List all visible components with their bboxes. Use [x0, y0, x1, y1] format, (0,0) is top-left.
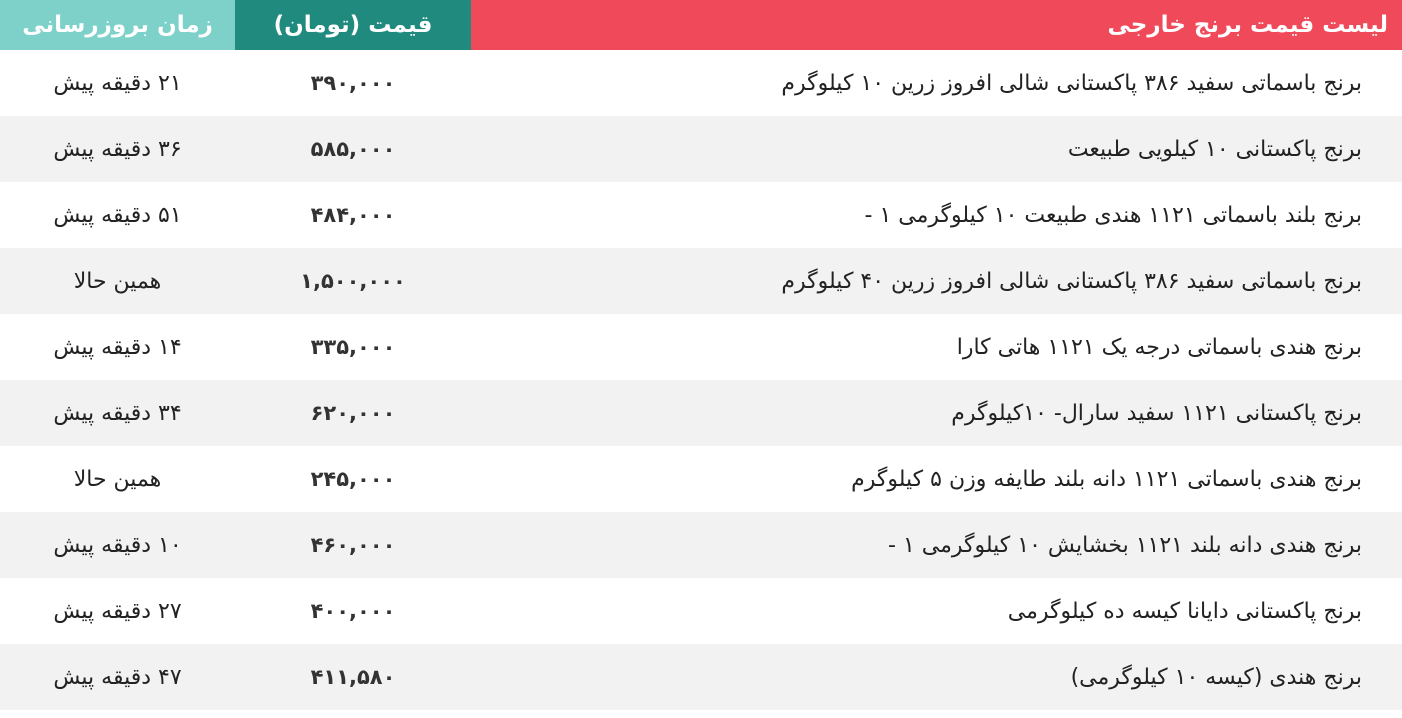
- product-name: برنج هندی باسماتی درجه یک ۱۱۲۱ هاتی کارا: [956, 334, 1362, 360]
- product-price: ۵۸۵,۰۰۰: [310, 137, 396, 161]
- product-price: ۴۸۴,۰۰۰: [310, 203, 396, 227]
- table-row: [0, 248, 1402, 314]
- product-name: برنج هندی (کیسه ۱۰ کیلوگرمی): [1070, 664, 1362, 690]
- update-time: همین حالا: [73, 466, 162, 492]
- product-name: برنج پاکستانی ۱۱۲۱ سفید سارال- ۱۰کیلوگرم: [951, 400, 1362, 426]
- update-time: ۳۴ دقیقه پیش: [53, 400, 182, 426]
- table-row: [0, 116, 1402, 182]
- update-time: ۴۷ دقیقه پیش: [53, 664, 182, 690]
- update-time: ۵۱ دقیقه پیش: [53, 202, 182, 228]
- table-row: [0, 182, 1402, 248]
- table-row: [0, 380, 1402, 446]
- product-price: ۴۱۱,۵۸۰: [310, 665, 396, 689]
- table-body: [0, 50, 1402, 710]
- product-price: ۱,۵۰۰,۰۰۰: [300, 269, 406, 293]
- header-time: زمان بروزرسانی: [0, 0, 235, 50]
- update-time: همین حالا: [73, 268, 162, 294]
- product-name: برنج هندی باسماتی ۱۱۲۱ دانه بلند طایفه وزن ۵ کیلوگرم: [851, 466, 1362, 492]
- table-header: [0, 0, 1402, 50]
- update-time: ۲۱ دقیقه پیش: [53, 70, 182, 96]
- product-name: برنج پاکستانی دایانا کیسه ده کیلوگرمی: [1007, 598, 1362, 624]
- product-name: برنج پاکستانی ۱۰ کیلویی طبیعت: [1067, 136, 1362, 162]
- product-price: ۴۰۰,۰۰۰: [310, 599, 396, 623]
- product-price: ۳۳۵,۰۰۰: [310, 335, 396, 359]
- product-price: ۳۹۰,۰۰۰: [310, 71, 396, 95]
- header-price: قیمت (تومان): [235, 0, 471, 50]
- update-time: ۱۰ دقیقه پیش: [53, 532, 182, 558]
- header-name: لیست قیمت برنج خارجی: [471, 0, 1402, 50]
- update-time: ۱۴ دقیقه پیش: [53, 334, 182, 360]
- update-time: ۲۷ دقیقه پیش: [53, 598, 182, 624]
- product-price: ۲۴۵,۰۰۰: [310, 467, 396, 491]
- product-price: ۶۲۰,۰۰۰: [310, 401, 396, 425]
- table-row: [0, 644, 1402, 710]
- update-time: ۳۶ دقیقه پیش: [53, 136, 182, 162]
- table-row: [0, 314, 1402, 380]
- product-name: برنج باسماتی سفید ۳۸۶ پاکستانی شالی افروز زرین ۴۰ کیلوگرم: [781, 268, 1362, 294]
- table-row: [0, 512, 1402, 578]
- product-name: برنج هندی دانه بلند ۱۱۲۱ بخشایش ۱۰ کیلوگرمی ۱ -: [888, 532, 1362, 558]
- product-name: برنج باسماتی سفید ۳۸۶ پاکستانی شالی افروز زرین ۱۰ کیلوگرم: [781, 70, 1362, 96]
- table-row: [0, 446, 1402, 512]
- product-price: ۴۶۰,۰۰۰: [310, 533, 396, 557]
- product-name: برنج بلند باسماتی ۱۱۲۱ هندی طبیعت ۱۰ کیلوگرمی ۱ -: [864, 202, 1362, 228]
- table-row: [0, 50, 1402, 116]
- table-row: [0, 578, 1402, 644]
